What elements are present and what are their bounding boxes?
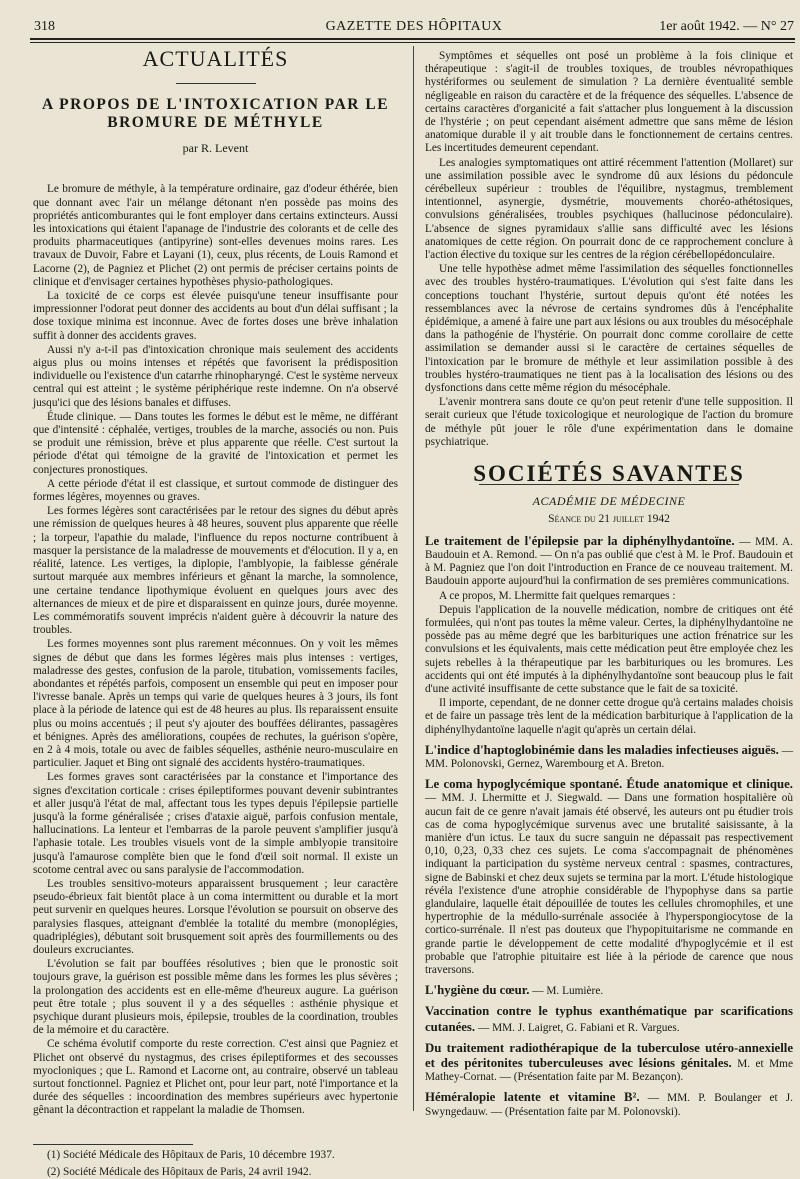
header-rule-thin [30,42,795,43]
paragraph: Les troubles sensitivo-moteurs apparaissent brusquement ; leur caractère pseudo-ébrieux fait bientôt place à un coma intermittent ou durable et la mort peut survenir en quelques heures. Lorsque l'évolution se poursuit on observe des paralysies flasques, atteignant d'emblée la totalité du membre (monoplégies, quadriplégies), débutant soit brusquement soit après des fourmillements ou des douleurs excruciantes. [33,877,398,956]
paragraph: Le bromure de méthyle, à la température ordinaire, gaz d'odeur éthérée, bien que donnant avec l'air un mélange détonant n'en possède pas moins des propriétés anticomburantes qui le font employer dans certains extincteurs. Aussi les intoxications qui étaient l'apanage de l'industrie des colorants et de celle des produits pharmaceutiques (antipyrine) sont-elles devenues moins rares. Les travaux de Duvoir, Fabre et Layani (1), ceux, plus récents, de Louis Ramond et Lacorne (2), de Pagniez et Plichet (2) ont permis de préciser certains points de clinique et d'envisager certaines hypothèses physio-pathologiques. [33,183,398,288]
communication-title: Du traitement radiothérapique de la tuberculose utéro-annexielle et des péritonites tuberculeuses avec lésions génitales. [425,1040,793,1071]
communication-item [425,534,793,589]
section-heading: ACTUALITÉS [142,46,289,71]
communication-item [425,590,793,603]
footnote: (2) Société Médicale des Hôpitaux de Paris, 24 avril 1942. [47,1165,312,1178]
communication-text: M. et Mme Mathey-Cornat. — (Présentation faite par M. Bezançon). [425,1058,793,1084]
communication-item [425,1041,793,1085]
communication-text: — MM. Polonovski, Gernez, Warembourg et A. Breton. [425,744,793,770]
session-date: Séance du 21 juillet 1942 [548,512,670,525]
paragraph: La toxicité de ce corps est élevée puisqu'une teneur insuffisante pour impressionner l'odorat peut donner des accidents au bout d'un délai suffisant ; la dose toxique minima est inconnue. Avec de fortes doses une brève inhalation suffit à donner des accidents graves. [33,290,398,342]
section-heading-societes: SOCIÉTÉS SAVANTES [473,461,745,487]
article-title: A PROPOS DE L'INTOXICATION PAR LE BROMURE DE MÉTHYLE [41,96,390,132]
paragraph: Une telle hypothèse admet même l'assimilation des séquelles fonctionnelles avec des troubles hystéro-traumatiques. L'évolution qui s'est faite dans les conceptions touchant l'hystérie, surtout depuis qu'ont été notées les ressemblances avec la névrose de certains syndromes dûs à l'encéphalite épidémique, a amené à faire une part aux lésions ou aux troubles du mésocéphale dans la pathogénie de l'hystérie. On pourrait donc comme corollaire de cette assimilation se demander aussi si le caractère de certaines séquelles de l'intoxication par le bromure de méthyle et leur assimilation possible à des troubles hystéro-traumatiques ne tient pas à la localisation des lésions ou des dysfonctions dans cette même région du mésocéphale. [425,263,793,395]
communication-title: Vaccination contre le typhus exanthématique par scarifications cutanées. [425,1004,793,1034]
communication-text: — M. Lumière. [532,985,604,998]
paragraph: A cette période d'état il est classique, et surtout commode de distinguer des formes légères, moyennes ou graves. [33,477,398,504]
paragraph: Les formes graves sont caractérisées par la constance et l'importance des signes d'excitation corticale : crises épileptiformes pouvant devenir subintrantes et aller jusqu'à l'état de mal, affectant tous les types depuis l'épilepsie partielle jusqu'à la forme généralisée ; crises d'ataxie aiguë, parfois confusion mentale, hallucinations. La lenteur et l'embarras de la parole peuvent s'amplifier jusqu'à l'aphasie totale. Les troubles visuels vont de la simple amblyopie transitoire jusqu'à l'amaurose complète bien que le fond d'œil soit normal. Il existe un scotome central avec ou sans paralysie de l'accommodation. [33,771,398,876]
communication-title: Le coma hypoglycémique spontané. Étude anatomique et clinique. [425,777,793,792]
issue-date: 1er août 1942. — N° 27 [659,19,794,34]
communication-item [425,1004,793,1034]
footnote: (1) Société Médicale des Hôpitaux de Paris, 10 décembre 1937. [47,1148,335,1161]
section-rule [176,83,256,84]
communication-text: Il importe, cependant, de ne donner cette drogue qu'à certains malades choisis et de faire un passage très lent de la médication barbiturique à l'application de la diphénylhydantoïne laquelle n'agit qu'après un certain délai. [425,697,793,736]
communication-item [425,777,793,977]
communication-title: Le traitement de l'épilepsie par la diphénylhydantoïne. [425,533,735,548]
communication-item [425,1090,793,1118]
communication-title: L'hygiène du cœur. [425,983,530,998]
communication-title: Héméralopie latente et vitamine B². [425,1090,640,1105]
paragraph: Symptômes et séquelles ont posé un problème à la fois clinique et thérapeutique : s'agit-il de troubles toxiques, de troubles névropathiques hystériformes ou seulement de simulation ? La dernière éventualité semble négligeable en raison du caractère et de la fréquence des séquelles. L'absence de certains caractères d'organicité a fait s'attacher plus longuement à la discussion de l'hystérie ; on peut cependant aisément admettre que sans même de lésion anatomique durable il y ait trouble dans le fonctionnement de certains centres. Les incertitudes demeurent cependant. [425,50,793,155]
communication-text: — MM. J. Laigret, G. Fabiani et R. Vargues. [477,1021,680,1034]
communication-text: — MM. A. Baudouin et A. Remond. — On n'a pas oublié que c'est à M. le Prof. Baudouin et à M. Pagniez que l'on doit l'introduction en France de ce nouveau traitement. M. Baudouin apporte aujourd'hui la confirmation de ses premières communications. [425,535,794,588]
communication-item [425,697,793,737]
right-column [425,50,793,1119]
article-continuation [425,50,793,449]
footnote-rule [33,1144,193,1145]
paragraph: Les analogies symptomatiques ont attiré récemment l'attention (Mollaret) sur une assimilation possible avec le syndrome dû aux lésions du pédoncule cérébelleux supérieur : troubles de l'équilibre, nystagmus, tremblement intentionnel, asynergie, dysmétrie, mouvements choréo-athétosiques, convulsions généralisées, troubles psychiques (hallucinose pédonculaire). L'absence de signes pyramidaux s'allie sans difficulté avec les lésions anatomiques de cette région. On pourrait donc de ce rapprochement conclure à l'action élective du toxique sur les centres de la région cérébellopédonculaire. [425,156,793,262]
paragraph: L'avenir montrera sans doute ce qu'on peut retenir d'une telle supposition. Il serait curieux que l'étude toxicologique et neurologique de l'action du bromure de méthyle pût jouer le rôle d'une expérimentation dans le domaine psychiatrique. [425,396,793,448]
paragraph: Étude clinique. — Dans toutes les formes le début est le même, ne différant que d'intensité : céphalée, vertiges, troubles de la marche, associés ou non. Puis se produit une rémission, brève et plus apparente que réelle. C'est surtout la période d'état qui témoigne de la gravité de l'intoxication et permet les conjectures pronostiques. [33,410,398,476]
communication-text: A ce propos, M. Lhermitte fait quelques remarques : [439,589,676,602]
byline: par R. Levent [182,141,249,156]
communication-title: L'indice d'haptoglobinémie dans les maladies infectieuses aiguës. [425,742,779,757]
article-body [33,183,398,1117]
communication-item [425,743,793,771]
communication-text: Depuis l'application de la nouvelle médication, nombre de critiques ont été formulées, qui n'ont pas toutes la même valeur. Certes, la diphénylhydantoïne ne possède pas au même degré que les barbituriques une action frénatrice sur les convulsions et les équivalents, mais cette médication peut être employée chez les sujets rebelles à la thérapeutique par les barbituriques ou les bromures. Les accidents qui ont été imputés à la diphénylhydantoïne sont beaucoup plus le fait d'une activité insuffisante de cette substance que le fait de sa toxicité. [425,603,793,695]
communication-item [425,604,793,696]
journal-title: GAZETTE DES HÔPITAUX [325,19,503,34]
header-rule [30,38,795,40]
page-number: 318 [34,19,55,34]
communication-text: — MM. J. Lhermitte et J. Siegwald. — Dans une formation hospitalière où aucun fait de ce genre n'avait jamais été observé, les auteurs ont pu étudier trois cas de coma hypoglycémique survenus avec une brutalité saisissante, à la manière d'un ictus. Le taux du sucre sanguin ne dépassait pas respectivement 0,10, 0,23, 0,33 chez ces sujets. Le coma s'accompagnait de phénomènes indiquant la participation du système nerveux central : spasmes, contractures, signe de Babinski et chez deux sujets se termina par la mort. L'étude histologique révéla l'existence d'une atrophie considérable de l'hypophyse dans sa partie glandulaire, laquelle était dépouillée de toutes les cellules chromophiles, et une hypertrophie de la médullo-surrénale associée à l'hyperspongiocytose de la cortico-surrénale. Il n'est pas douteux que l'hypopituitarisme ne commande en grande partie le développement de cette modalité d'hypoglycémie et il est probable que l'atrophie pituitaire est liée à la période de carence que nous traversons. [425,792,793,976]
left-column [33,46,398,1179]
communication-item [425,983,793,998]
academy-heading: ACADÉMIE DE MÉDECINE [532,494,686,509]
paragraph: Les formes moyennes sont plus rarement méconnues. On y voit les mêmes signes de début que dans les formes légères mais plus intenses : vertiges, maladresse des gestes, confusion de la parole, titubation, vomissements faciles, abondantes et répétés parfois, composent un ensemble qui peut en imposer pour l'ivresse banale. Après un temps qui varie de quelques heures à 3 jours, ils font place à la période de latence qui est de 48 heures au plus. Ils reparaissent ensuite plus ou moins accentués ; il peut s'y ajouter des bouffées délirantes, passagères et bénignes. Après des améliorations, coupées de rechutes, la guérison s'opère, en 2 à 4 mois, totale ou avec de faibles séquelles, asthénie neuro-musculaire en particulier. Jaquet et Bing ont signalé des accidents hystéro-traumatiques. [33,638,398,770]
paragraph: Les formes légères sont caractérisées par le retour des signes du début après une rémission de quelques heures à 48 heures, souvent plus apparente que réelle ; la torpeur, l'apathie du malade, l'influence du repos nocturne contribuent à masquer la persistance de la maladresse de mouvements et d'élocution. Il y a, en réalité, latence. Les vertiges, la diplopie, l'amblyopie, la faiblesse générale surtout marquée aux membres inférieurs et gênant la marche, la somnolence, une certaine tendance lipothymique évoluent en quelques jours avec des alternances de mieux et de pire et disparaissent en quinze jours, durée moyenne. Les commémoratifs souvent imprécis n'aident guère à découvrir la nature des troubles. [33,505,398,637]
page-header [34,16,794,38]
paragraph: Aussi n'y a-t-il pas d'intoxication chronique mais seulement des accidents aigus plus ou moins intenses et répétés que favorisent la prédisposition individuelle ou l'existence d'un catarrhe rhinopharyngé. C'est le système nerveux central qui est atteint ; le système périphérique reste indemne. On n'a observé jusqu'ici que des lésions banales et diffuses. [33,343,398,409]
communications-list [425,534,793,1119]
column-divider [413,46,414,1111]
footnotes [33,1149,398,1179]
paragraph: Ce schéma évolutif comporte du reste correction. C'est ainsi que Pagniez et Plichet ont observé du nystagmus, des crises épileptiformes et des secousses myocloniques ; que L. Ramond et Lacorne ont, au contraire, observé un tableau surtout fonctionnel. Pagniez et Plichet ont, pour leur part, noté l'importance et la durée des séquelles : incoordination des membres supérieurs avec hypertonie gênant la décontraction et rappelant la maladie de Thomsen. [33,1038,398,1117]
paragraph: L'évolution se fait par bouffées résolutives ; bien que le pronostic soit toujours grave, la guérison est possible même dans les formes les plus sévères ; la prolongation des accidents est en elle-même d'heureux augure. La guérison peut être totale ; plus souvent il y a des séquelles : asthénie physique et psychique durant plusieurs mois, épilepsie, troubles de la coordination, troubles de la mémoire et du caractère. [33,958,398,1037]
communication-text: — MM. P. Boulanger et J. Swyngedauw. — (Présentation faite par M. Polonovski). [425,1092,793,1118]
